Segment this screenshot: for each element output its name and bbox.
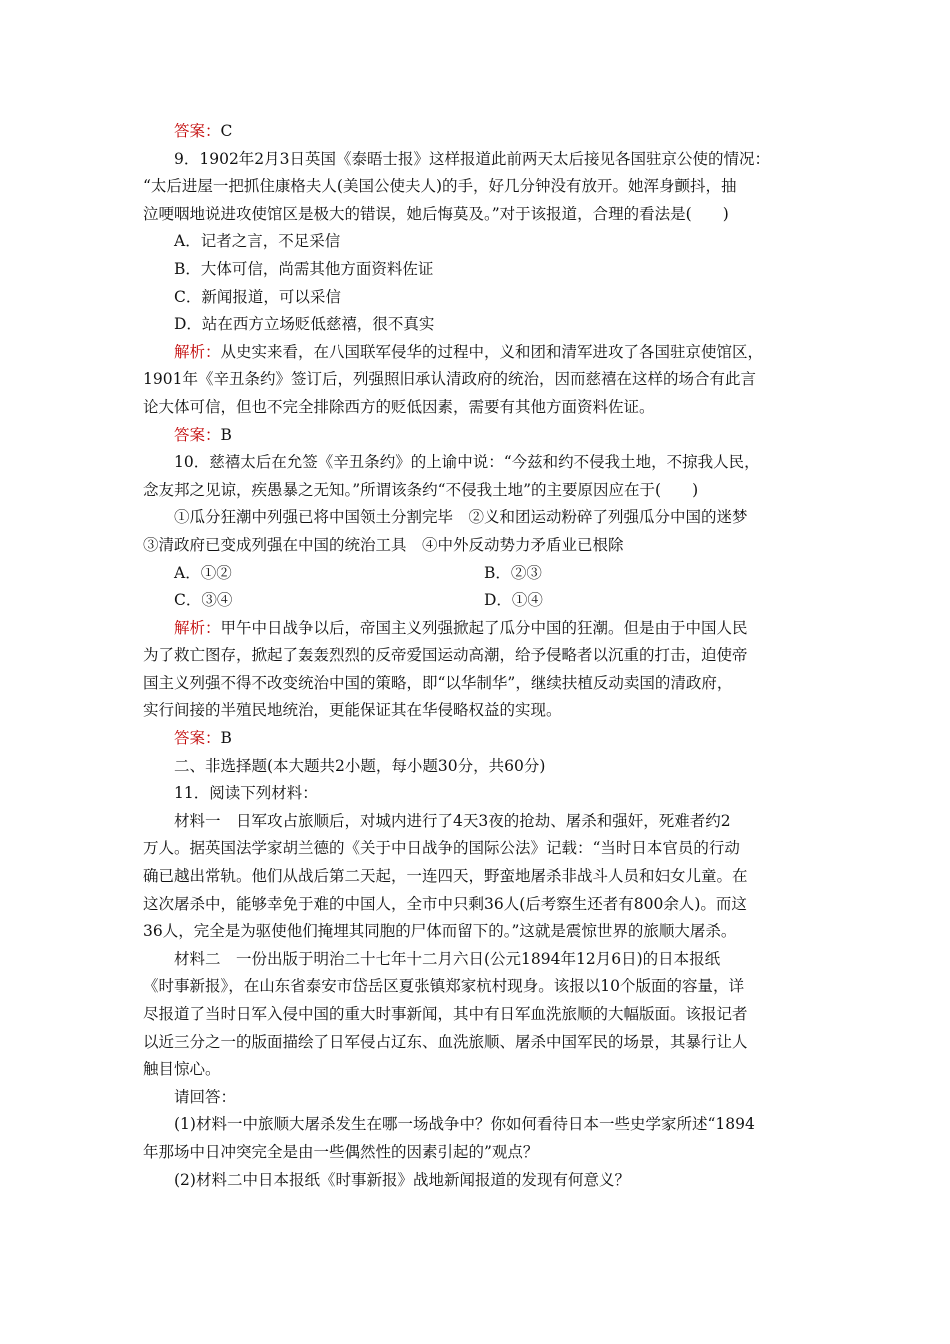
q9-analysis-line <box>143 339 813 367</box>
material1-line: 材料一 日军攻占旅顺后，对城内进行了4天3夜的抢劫、屠杀和强奸，死难者约2 <box>174 811 731 830</box>
analysis-label: 解析： <box>174 342 221 361</box>
material2-line: 触目惊心。 <box>143 1060 221 1079</box>
answer-value: C <box>220 122 233 140</box>
q10-stem-line: 念友邦之见谅，疾愚暴之无知。”所谓该条约“不侵我土地”的主要原因应在于( ) <box>143 480 699 499</box>
q10-option-c: C．③④ <box>174 591 233 610</box>
material1-line: 确已越出常轨。他们从战后第二天起，一连四天，野蛮地屠杀非战斗人员和妇女儿童。在 <box>143 867 748 886</box>
answer-label: 答案： <box>174 425 221 444</box>
q10-options-row <box>143 587 813 615</box>
q9-stem-line: “太后进屋一把抓住康格夫人(美国公使夫人)的手，好几分钟没有放开。她浑身颤抖，抽 <box>143 177 737 196</box>
section-heading: 二、非选择题(本大题共2小题，每小题30分，共60分) <box>174 756 546 775</box>
material1-line: 万人。据英国法学家胡兰德的《关于中日战争的国际公法》记载：“当时日本官员的行动 <box>143 839 740 858</box>
answer-prompt: 请回答： <box>174 1087 237 1106</box>
q10-statement-line: ①瓜分狂潮中列强已将中国领土分割完毕 ②义和团运动粉碎了列强瓜分中国的迷梦 <box>174 508 748 527</box>
answer-value: B <box>220 729 232 748</box>
answer-value: B <box>220 425 232 444</box>
q10-analysis-line: 为了救亡图存，掀起了轰轰烈烈的反帝爱国运动高潮，给予侵略者以沉重的打击，迫使帝 <box>143 646 748 665</box>
q10-options-row <box>143 560 813 588</box>
sub-question-1: (1)材料一中旅顺大屠杀发生在哪一场战争中？你如何看待日本一些史学家所述“1894 <box>174 1115 755 1134</box>
q9-analysis-line: 论大体可信，但也不完全排除西方的贬低因素，需要有其他方面资料佐证。 <box>143 397 655 416</box>
sub-question-2: (2)材料二中日本报纸《时事新报》战地新闻报道的发现有何意义？ <box>174 1170 630 1189</box>
analysis-text: 从史实来看，在八国联军侵华的过程中，义和团和清军进攻了各国驻京使馆区， <box>220 342 764 361</box>
material2-line: 材料二 一份出版于明治二十七年十二月六日(公元1894年12月6日)的日本报纸 <box>174 949 721 968</box>
answer-label: 答案： <box>174 729 221 748</box>
analysis-text: 甲午中日战争以后，帝国主义列强掀起了瓜分中国的狂潮。但是由于中国人民 <box>220 618 748 637</box>
q10-analysis-line: 国主义列强不得不改变统治中国的策略，即“以华制华”，继续扶植反动卖国的清政府， <box>143 673 733 692</box>
q9-stem-line: 泣哽咽地说进攻使馆区是极大的错误，她后悔莫及。”对于该报道，合理的看法是( ) <box>143 204 729 223</box>
material1-line: 36人，完全是为驱使他们掩埋其同胞的尸体而留下的。”这就是震惊世界的旅顺大屠杀。 <box>143 922 737 941</box>
q10-option-a: A．①② <box>174 563 232 582</box>
material2-line: 《时事新报》，在山东省泰安市岱岳区夏张镇郑家杭村现身。该报以10个版面的容量，详 <box>143 977 744 996</box>
q11-intro: 11．阅读下列材料： <box>174 784 318 803</box>
answer-label: 答案： <box>174 122 221 140</box>
q10-option-b: B．②③ <box>484 563 542 582</box>
q9-option-d: D．站在西方立场贬低慈禧，很不真实 <box>174 315 435 334</box>
q9-option-a: A．记者之言，不足采信 <box>174 232 341 251</box>
q8-answer <box>143 118 813 146</box>
q9-option-c: C．新闻报道，可以采信 <box>174 287 341 306</box>
material2-line: 尽报道了当时日军入侵中国的重大时事新闻，其中有日军血洗旅顺的大幅版面。该报记者 <box>143 1005 748 1023</box>
document-page <box>143 118 813 1194</box>
q9-stem-line: 9．1902年2月3日英国《泰晤士报》这样报道此前两天太后接见各国驻京公使的情况： <box>174 149 771 168</box>
material2-line: 以近三分之一的版面描绘了日军侵占辽东、血洗旅顺、屠杀中国军民的场景，其暴行让人 <box>143 1032 748 1051</box>
q9-answer <box>143 422 813 450</box>
q10-statement-line: ③清政府已变成列强在中国的统治工具 ④中外反动势力矛盾业已根除 <box>143 535 624 554</box>
q10-option-d: D．①④ <box>484 591 543 610</box>
q10-answer <box>143 725 813 753</box>
sub-question-1: 年那场中日冲突完全是由一些偶然性的因素引起的”观点？ <box>143 1142 539 1161</box>
q9-analysis-line: 1901年《辛丑条约》签订后，列强照旧承认清政府的统治，因而慈禧在这样的场合有此言 <box>143 370 756 389</box>
analysis-label: 解析： <box>174 618 221 637</box>
material1-line: 这次屠杀中，能够幸免于难的中国人，全市中只剩36人(后考察生还者有800余人)。而这 <box>143 894 747 913</box>
q10-analysis-line: 实行间接的半殖民地统治，更能保证其在华侵略权益的实现。 <box>143 701 562 720</box>
q10-stem-line: 10．慈禧太后在允签《辛丑条约》的上谕中说：“今兹和约不侵我土地，不掠我人民， <box>174 453 760 472</box>
q9-option-b: B．大体可信，尚需其他方面资料佐证 <box>174 259 434 278</box>
q10-analysis-line <box>143 615 813 643</box>
